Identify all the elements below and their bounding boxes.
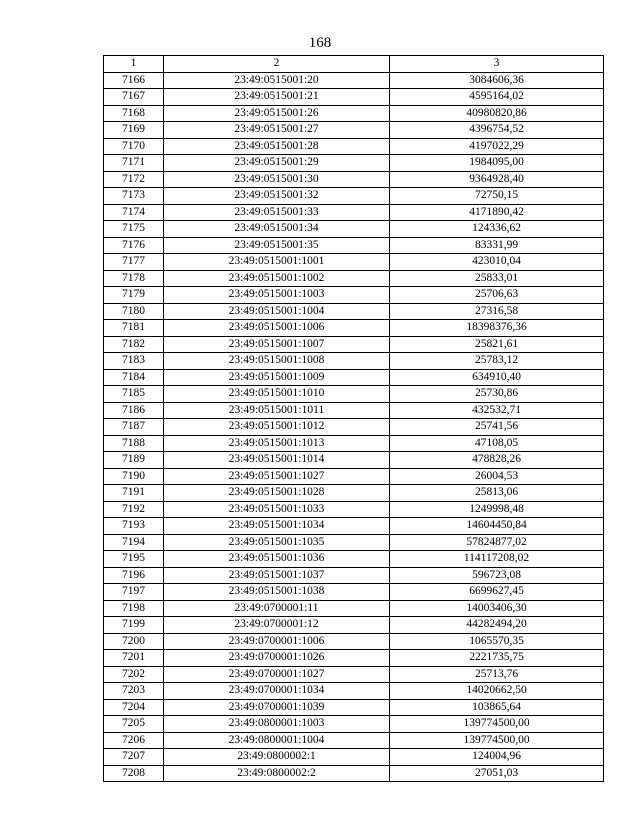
value-cell: 2221735,75 (390, 650, 604, 667)
value-cell: 114117208,02 (390, 551, 604, 568)
value-cell: 14604450,84 (390, 518, 604, 535)
cadastral-number-cell: 23:49:0515001:1012 (164, 419, 390, 436)
row-number-cell: 7174 (104, 204, 164, 221)
table-row (104, 600, 604, 617)
value-cell: 478828,26 (390, 452, 604, 469)
value-cell: 4396754,52 (390, 122, 604, 139)
row-number-cell: 7191 (104, 485, 164, 502)
table-row (104, 765, 604, 782)
value-cell: 139774500,00 (390, 732, 604, 749)
cadastral-number-cell: 23:49:0515001:1004 (164, 303, 390, 320)
row-number-cell: 7197 (104, 584, 164, 601)
table-row (104, 155, 604, 172)
cadastral-number-cell: 23:49:0700001:1039 (164, 699, 390, 716)
cadastral-number-cell: 23:49:0515001:1034 (164, 518, 390, 535)
table-row (104, 435, 604, 452)
table-row (104, 501, 604, 518)
table-row (104, 171, 604, 188)
row-number-cell: 7188 (104, 435, 164, 452)
row-number-cell: 7175 (104, 221, 164, 238)
value-cell: 25813,06 (390, 485, 604, 502)
cadastral-number-cell: 23:49:0800001:1004 (164, 732, 390, 749)
row-number-cell: 7208 (104, 765, 164, 782)
column-header: 2 (164, 56, 390, 73)
value-cell: 25713,76 (390, 666, 604, 683)
row-number-cell: 7206 (104, 732, 164, 749)
cadastral-number-cell: 23:49:0515001:1006 (164, 320, 390, 337)
row-number-cell: 7207 (104, 749, 164, 766)
row-number-cell: 7205 (104, 716, 164, 733)
value-cell: 6699627,45 (390, 584, 604, 601)
table-row (104, 353, 604, 370)
cadastral-number-cell: 23:49:0800002:2 (164, 765, 390, 782)
cadastral-number-cell: 23:49:0515001:1035 (164, 534, 390, 551)
table-row (104, 204, 604, 221)
table-row (104, 485, 604, 502)
value-cell: 596723,08 (390, 567, 604, 584)
table-row (104, 221, 604, 238)
value-cell: 1065570,35 (390, 633, 604, 650)
value-cell: 1249998,48 (390, 501, 604, 518)
value-cell: 27051,03 (390, 765, 604, 782)
cadastral-number-cell: 23:49:0700001:12 (164, 617, 390, 634)
cadastral-number-cell: 23:49:0800002:1 (164, 749, 390, 766)
row-number-cell: 7190 (104, 468, 164, 485)
value-cell: 18398376,36 (390, 320, 604, 337)
table-row (104, 534, 604, 551)
table-row (104, 683, 604, 700)
table-row (104, 749, 604, 766)
cadastral-number-cell: 23:49:0700001:1034 (164, 683, 390, 700)
cadastral-number-cell: 23:49:0515001:1014 (164, 452, 390, 469)
cadastral-number-cell: 23:49:0515001:1037 (164, 567, 390, 584)
cadastral-value-table (103, 55, 604, 782)
cadastral-number-cell: 23:49:0515001:1001 (164, 254, 390, 271)
page-number: 168 (308, 35, 332, 51)
table-row (104, 584, 604, 601)
table-row (104, 287, 604, 304)
table-row (104, 72, 604, 89)
row-number-cell: 7168 (104, 105, 164, 122)
row-number-cell: 7196 (104, 567, 164, 584)
row-number-cell: 7177 (104, 254, 164, 271)
cadastral-number-cell: 23:49:0515001:26 (164, 105, 390, 122)
cadastral-number-cell: 23:49:0515001:1036 (164, 551, 390, 568)
value-cell: 1984095,00 (390, 155, 604, 172)
row-number-cell: 7185 (104, 386, 164, 403)
table-row (104, 518, 604, 535)
value-cell: 4595164,02 (390, 89, 604, 106)
row-number-cell: 7176 (104, 237, 164, 254)
value-cell: 4171890,42 (390, 204, 604, 221)
table-row (104, 617, 604, 634)
row-number-cell: 7192 (104, 501, 164, 518)
row-number-cell: 7171 (104, 155, 164, 172)
value-cell: 139774500,00 (390, 716, 604, 733)
table-row (104, 402, 604, 419)
table-row (104, 732, 604, 749)
cadastral-number-cell: 23:49:0515001:1033 (164, 501, 390, 518)
value-cell: 25706,63 (390, 287, 604, 304)
cadastral-number-cell: 23:49:0515001:34 (164, 221, 390, 238)
row-number-cell: 7186 (104, 402, 164, 419)
cadastral-number-cell: 23:49:0700001:1026 (164, 650, 390, 667)
value-cell: 14003406,30 (390, 600, 604, 617)
cadastral-number-cell: 23:49:0515001:1013 (164, 435, 390, 452)
cadastral-number-cell: 23:49:0515001:29 (164, 155, 390, 172)
value-cell: 103865,64 (390, 699, 604, 716)
table-row (104, 188, 604, 205)
table-row (104, 105, 604, 122)
value-cell: 9364928,40 (390, 171, 604, 188)
table-row (104, 369, 604, 386)
row-number-cell: 7194 (104, 534, 164, 551)
row-number-cell: 7173 (104, 188, 164, 205)
value-cell: 25783,12 (390, 353, 604, 370)
row-number-cell: 7179 (104, 287, 164, 304)
value-cell: 124004,96 (390, 749, 604, 766)
table-row (104, 122, 604, 139)
table-row (104, 699, 604, 716)
cadastral-number-cell: 23:49:0700001:11 (164, 600, 390, 617)
row-number-cell: 7189 (104, 452, 164, 469)
value-cell: 25833,01 (390, 270, 604, 287)
row-number-cell: 7203 (104, 683, 164, 700)
value-cell: 25730,86 (390, 386, 604, 403)
row-number-cell: 7182 (104, 336, 164, 353)
cadastral-number-cell: 23:49:0515001:1007 (164, 336, 390, 353)
table-row (104, 303, 604, 320)
value-cell: 57824877,02 (390, 534, 604, 551)
column-header: 3 (390, 56, 604, 73)
table-row (104, 650, 604, 667)
cadastral-number-cell: 23:49:0515001:1038 (164, 584, 390, 601)
value-cell: 124336,62 (390, 221, 604, 238)
value-cell: 44282494,20 (390, 617, 604, 634)
column-number-row (104, 56, 604, 73)
table-body (104, 72, 604, 782)
cadastral-number-cell: 23:49:0515001:27 (164, 122, 390, 139)
value-cell: 26004,53 (390, 468, 604, 485)
row-number-cell: 7183 (104, 353, 164, 370)
table-row (104, 419, 604, 436)
table-row (104, 270, 604, 287)
table-row (104, 716, 604, 733)
cadastral-number-cell: 23:49:0515001:1011 (164, 402, 390, 419)
row-number-cell: 7167 (104, 89, 164, 106)
value-cell: 25741,56 (390, 419, 604, 436)
cadastral-number-cell: 23:49:0515001:35 (164, 237, 390, 254)
table-row (104, 89, 604, 106)
value-cell: 634910,40 (390, 369, 604, 386)
cadastral-number-cell: 23:49:0515001:1009 (164, 369, 390, 386)
row-number-cell: 7199 (104, 617, 164, 634)
table-row (104, 138, 604, 155)
value-cell: 27316,58 (390, 303, 604, 320)
row-number-cell: 7198 (104, 600, 164, 617)
table-row (104, 567, 604, 584)
table-row (104, 468, 604, 485)
cadastral-number-cell: 23:49:0515001:20 (164, 72, 390, 89)
value-cell: 40980820,86 (390, 105, 604, 122)
row-number-cell: 7172 (104, 171, 164, 188)
value-cell: 72750,15 (390, 188, 604, 205)
table-row (104, 386, 604, 403)
row-number-cell: 7181 (104, 320, 164, 337)
row-number-cell: 7202 (104, 666, 164, 683)
column-header: 1 (104, 56, 164, 73)
cadastral-number-cell: 23:49:0800001:1003 (164, 716, 390, 733)
cadastral-number-cell: 23:49:0515001:21 (164, 89, 390, 106)
value-cell: 14020662,50 (390, 683, 604, 700)
row-number-cell: 7180 (104, 303, 164, 320)
row-number-cell: 7204 (104, 699, 164, 716)
cadastral-number-cell: 23:49:0515001:1028 (164, 485, 390, 502)
cadastral-number-cell: 23:49:0515001:33 (164, 204, 390, 221)
cadastral-number-cell: 23:49:0515001:30 (164, 171, 390, 188)
table-row (104, 452, 604, 469)
cadastral-number-cell: 23:49:0700001:1006 (164, 633, 390, 650)
table-row (104, 320, 604, 337)
cadastral-number-cell: 23:49:0515001:1008 (164, 353, 390, 370)
value-cell: 25821,61 (390, 336, 604, 353)
cadastral-number-cell: 23:49:0515001:1003 (164, 287, 390, 304)
cadastral-number-cell: 23:49:0515001:1027 (164, 468, 390, 485)
row-number-cell: 7170 (104, 138, 164, 155)
table-row (104, 666, 604, 683)
row-number-cell: 7169 (104, 122, 164, 139)
table-row (104, 551, 604, 568)
table-row (104, 237, 604, 254)
row-number-cell: 7193 (104, 518, 164, 535)
row-number-cell: 7184 (104, 369, 164, 386)
row-number-cell: 7201 (104, 650, 164, 667)
row-number-cell: 7187 (104, 419, 164, 436)
cadastral-number-cell: 23:49:0515001:1010 (164, 386, 390, 403)
row-number-cell: 7200 (104, 633, 164, 650)
cadastral-number-cell: 23:49:0515001:28 (164, 138, 390, 155)
row-number-cell: 7166 (104, 72, 164, 89)
cadastral-number-cell: 23:49:0700001:1027 (164, 666, 390, 683)
value-cell: 83331,99 (390, 237, 604, 254)
value-cell: 4197022,29 (390, 138, 604, 155)
value-cell: 3084606,36 (390, 72, 604, 89)
table-row (104, 254, 604, 271)
table-row (104, 336, 604, 353)
value-cell: 423010,04 (390, 254, 604, 271)
value-cell: 432532,71 (390, 402, 604, 419)
cadastral-number-cell: 23:49:0515001:32 (164, 188, 390, 205)
value-cell: 47108,05 (390, 435, 604, 452)
table-row (104, 633, 604, 650)
row-number-cell: 7178 (104, 270, 164, 287)
row-number-cell: 7195 (104, 551, 164, 568)
cadastral-number-cell: 23:49:0515001:1002 (164, 270, 390, 287)
